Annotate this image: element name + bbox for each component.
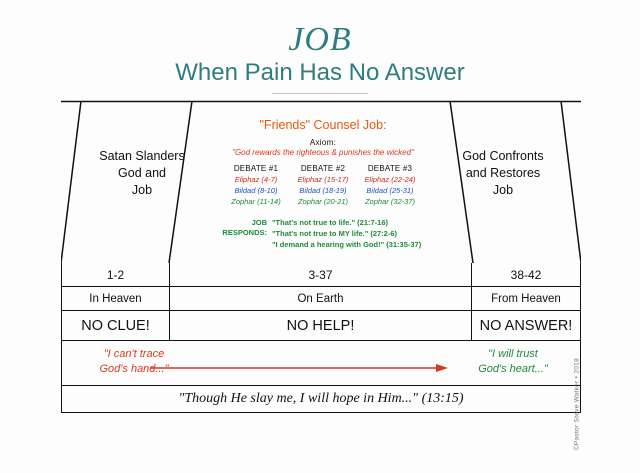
debate-speaker-line: Zophar (32-37) [364, 196, 416, 206]
debate-block [290, 164, 356, 208]
table-row-quotes [61, 341, 581, 386]
debate-block [357, 164, 423, 208]
axiom-label: Axiom: [309, 138, 337, 147]
job-response-item: "That's not true to MY life." (27:2-6) [272, 228, 398, 238]
table-row-verdict [61, 311, 581, 341]
axiom-text: "God rewards the righteous & punishes the wicked" [232, 148, 414, 157]
transition-arrow-icon [150, 360, 448, 370]
god-line-1: God Confronts [462, 149, 544, 163]
title-divider [272, 93, 368, 94]
debate-speaker-line: Eliphaz (15-17) [297, 175, 349, 184]
satan-line-3: Job [131, 182, 153, 197]
debate-speaker-line: Eliphaz (4-7) [234, 175, 278, 184]
quote-left-line-2: God's hand..." [99, 362, 169, 375]
cell-ref-right: 38-42 [510, 267, 542, 282]
title-block [0, 0, 640, 94]
quote-right-line-2: God's heart..." [478, 362, 548, 375]
cell-location-right: From Heaven [491, 292, 561, 305]
friends-heading: "Friends" Counsel Job: [259, 118, 387, 132]
column-header-god [437, 148, 569, 199]
satan-line-2: God and [118, 165, 166, 180]
debate-title: DEBATE #2 [300, 164, 346, 173]
job-responds-lines [272, 217, 425, 251]
cell-verdict-mid: NO HELP! [170, 311, 472, 340]
copyright-notice: ©Pastor Steve Walker • 2018 [573, 358, 580, 451]
page-subtitle: When Pain Has No Answer [175, 58, 465, 86]
debate-title: DEBATE #1 [233, 164, 279, 173]
job-responds-block [221, 217, 425, 251]
debate-speaker-line: Bildad (25-31) [366, 185, 414, 195]
job-outline-diagram [61, 100, 581, 451]
cell-verdict-right: NO ANSWER! [479, 317, 573, 334]
table-row-location [61, 287, 581, 311]
cell-verdict-left: NO CLUE! [62, 311, 170, 340]
friends-panel [221, 118, 425, 250]
bottom-quote-row: "Though He slay me, I will hope in Him..." (13:15) [61, 386, 581, 413]
debate-speaker-line: Bildad (18-19) [299, 185, 347, 195]
debate-speaker-line: Eliphaz (22-24) [364, 175, 416, 184]
quote-left-line-1: "I can't trace [103, 348, 165, 360]
debate-block [223, 164, 289, 208]
job-responds-label-line-2: RESPONDS: [222, 227, 267, 237]
quote-right [454, 347, 572, 377]
cell-location-left: In Heaven [62, 287, 170, 310]
god-line-3: Job [492, 182, 514, 197]
cell-ref-mid: 3-37 [170, 263, 472, 286]
debate-speaker-line: Zophar (20-21) [297, 196, 349, 206]
god-line-2: and Restores [465, 165, 541, 180]
table-row-references [61, 263, 581, 287]
job-responds-label [221, 217, 272, 251]
cell-ref-left: 1-2 [62, 263, 170, 286]
page-title: JOB [288, 21, 352, 58]
debate-columns [221, 164, 425, 208]
debate-title: DEBATE #3 [367, 164, 413, 173]
job-responds-label-line-1: JOB [251, 217, 267, 227]
debate-speaker-line: Bildad (8-10) [234, 185, 278, 195]
satan-line-1: Satan Slanders [99, 149, 185, 163]
cell-location-mid: On Earth [170, 287, 472, 310]
debate-speaker-line: Zophar (11-14) [231, 196, 281, 206]
job-response-item: "I demand a hearing with God!" (31:35-37) [272, 240, 422, 250]
job-response-item: "That's not true to life." (21:7-16) [272, 217, 388, 227]
column-header-satan [77, 148, 207, 199]
quote-right-line-1: "I will trust [488, 348, 538, 360]
